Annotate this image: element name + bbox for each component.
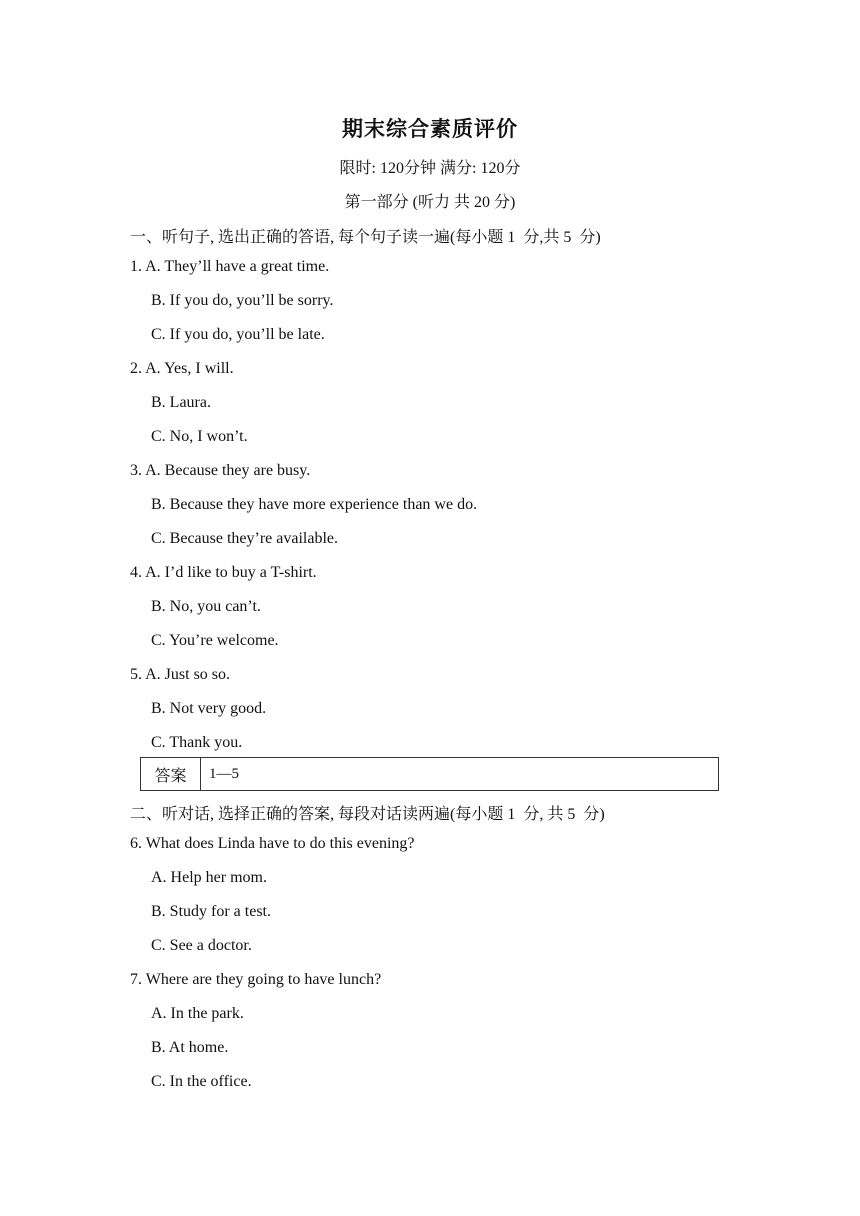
q7-option-c: C. In the office. (151, 1073, 252, 1090)
q7-option-b: B. At home. (151, 1039, 229, 1056)
q5-option-c: C. Thank you. (151, 734, 243, 751)
q1-option-c: C. If you do, you’ll be late. (151, 326, 325, 343)
answer-label: 答案 (141, 758, 201, 790)
q2-option-a: 2. A. Yes, I will. (130, 360, 234, 377)
q3-option-c: C. Because they’re available. (151, 530, 339, 547)
q1-option-b: B. If you do, you’ll be sorry. (151, 292, 334, 309)
time-score-info: 限时: 120分钟 满分: 120分 (339, 160, 521, 177)
q6-option-a: A. Help her mom. (151, 869, 267, 886)
answer-range[interactable]: 1—5 (209, 765, 239, 782)
q7-option-a: A. In the park. (151, 1005, 244, 1022)
q4-option-c: C. You’re welcome. (151, 632, 279, 649)
q2-option-c: C. No, I won’t. (151, 428, 248, 445)
section2-heading: 二、听对话, 选择正确的答案, 每段对话读两遍(每小题 1 分, 共 5 分) (130, 806, 605, 823)
q7-stem: 7. Where are they going to have lunch? (130, 971, 382, 988)
part-heading: 第一部分 (听力 共 20 分) (344, 194, 516, 211)
q4-option-b: B. No, you can’t. (151, 598, 261, 615)
q6-option-c: C. See a doctor. (151, 937, 252, 954)
q1-option-a: 1. A. They’ll have a great time. (130, 258, 330, 275)
q2-option-b: B. Laura. (151, 394, 211, 411)
q4-option-a: 4. A. I’d like to buy a T-shirt. (130, 564, 317, 581)
section1-heading: 一、听句子, 选出正确的答语, 每个句子读一遍(每小题 1 分,共 5 分) (130, 229, 601, 246)
q6-option-b: B. Study for a test. (151, 903, 271, 920)
answer-table (140, 757, 719, 791)
q5-option-a: 5. A. Just so so. (130, 666, 231, 683)
q5-option-b: B. Not very good. (151, 700, 267, 717)
q6-stem: 6. What does Linda have to do this evening? (130, 835, 415, 852)
page-title: 期末综合素质评价 (342, 117, 518, 141)
q3-option-a: 3. A. Because they are busy. (130, 462, 311, 479)
q3-option-b: B. Because they have more experience than we do. (151, 496, 478, 513)
